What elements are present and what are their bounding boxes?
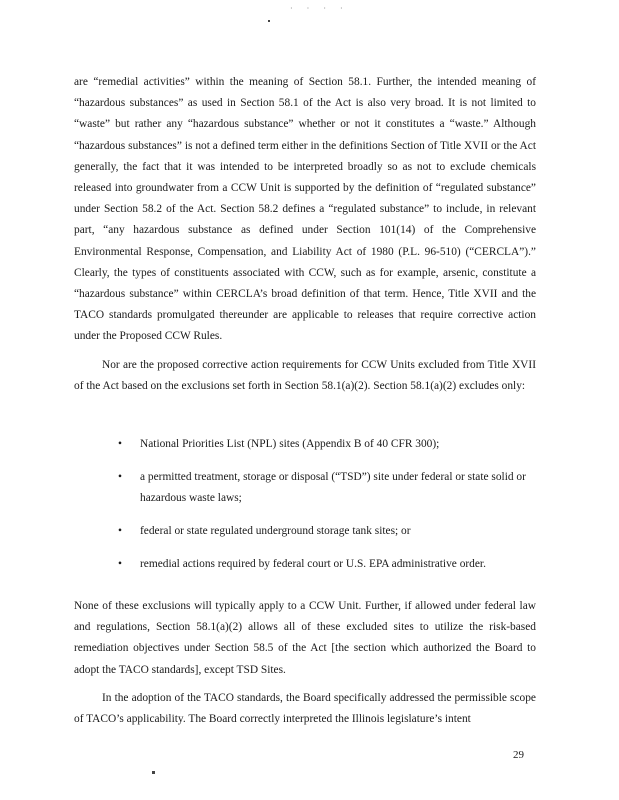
exclusions-list: [118, 434, 538, 587]
bullet-icon: •: [118, 558, 122, 570]
list-item: [118, 467, 538, 509]
bullet-icon: •: [118, 525, 122, 537]
page-number: 29: [513, 749, 524, 761]
paragraph-3: None of these exclusions will typically apply to a CCW Unit. Further, if allowed under federal law and regulations, Section 58.1(a)(2) allows all of these excluded sites to utilize the risk-based remediation objectives under Section 58.5 of the Act [the section which authorized the Board to adopt the TACO standards], except TSD Sites.: [74, 600, 536, 676]
header-scan-marks: · · · ·: [290, 4, 349, 13]
list-item: [118, 554, 538, 575]
bullet-icon: •: [118, 471, 122, 483]
paragraph-4: In the adoption of the TACO standards, the Board specifically addressed the permissible scope of TACO’s applicability. The Board correctly interpreted the Illinois legislature’s intent: [74, 692, 536, 726]
paragraph-1: are “remedial activities” within the meaning of Section 58.1. Further, the intended meaning of “hazardous substances” as used in Section 58.1 of the Act is also very broad. It is not limited to “waste” but rather any “hazardous substance” whether or not it constitutes a “waste.” Although “hazardous substances” is not a defined term either in the definitions Section of Title XVII or the Act generally, the fact that it was intended to be interpreted broadly so as not to exclude chemicals released into groundwater from a CCW Unit is supported by the definition of “regulated substance” under Section 58.2 of the Act. Section 58.2 defines a “regulated substance” to include, in relevant part, “any hazardous substance as defined under Section 101(14) of the Comprehensive Environmental Response, Compensation, and Liability Act of 1980 (P.L. 96-510) (“CERCLA”).” Clearly, the types of constituents associated with CCW, such as for example, arsenic, constitute a “hazardous substance” within CERCLA’s broad definition of that term. Hence, Title XVII and the TACO standards promulgated thereunder are applicable to releases that require corrective action under the Proposed CCW Rules.: [74, 76, 536, 343]
scan-speck: [268, 20, 270, 22]
list-item-text: National Priorities List (NPL) sites (Appendix B of 40 CFR 300);: [140, 438, 440, 450]
bullet-icon: •: [118, 438, 122, 450]
list-item: [118, 521, 538, 542]
list-item-text: remedial actions required by federal court or U.S. EPA administrative order.: [140, 558, 486, 570]
scan-speck: [152, 771, 155, 774]
list-item-text: federal or state regulated underground storage tank sites; or: [140, 525, 411, 537]
paragraph-2: Nor are the proposed corrective action requirements for CCW Units excluded from Title XVII of the Act based on the exclusions set forth in Section 58.1(a)(2). Section 58.1(a)(2) excludes only:: [74, 359, 536, 393]
list-item-text: a permitted treatment, storage or disposal (“TSD”) site under federal or state solid or hazardous waste laws;: [140, 471, 526, 504]
list-item: [118, 434, 538, 455]
